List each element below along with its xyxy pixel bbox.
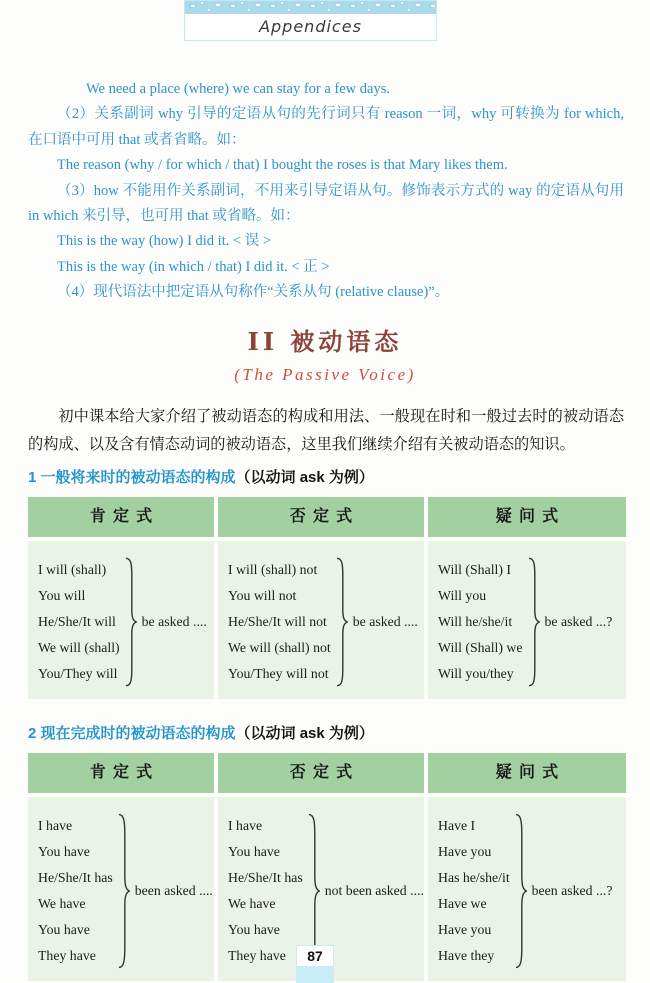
section-number: 2 — [28, 724, 37, 742]
table-row: Have we — [438, 895, 487, 911]
section-note: （以动词 ask 为例） — [235, 724, 374, 742]
section-note: （以动词 ask 为例） — [235, 468, 374, 486]
note-paragraph: （3）how 不能用作关系副词，不用来引导定语从句。修饰表示方式的 way 的定语从句用 in which 来引导，也可用 that 或省略。如： — [28, 182, 624, 225]
section-number: 1 — [28, 468, 37, 486]
banner-title: Appendices — [259, 17, 362, 36]
table-row: You/They will — [38, 665, 118, 681]
table-row: They have — [38, 947, 96, 963]
column-header-negative: 否定式 — [218, 497, 424, 537]
table-row: You/They will not — [228, 665, 329, 681]
pronoun-list — [228, 813, 303, 969]
table-row: Will (Shall) I — [438, 561, 512, 577]
table-row: You have — [228, 843, 280, 859]
note-paragraph: （4）现代语法中把定语从句称作“关系从句 (relative clause)”。 — [57, 284, 450, 301]
relative-clause-notes — [28, 77, 624, 306]
table-row: Has he/she/it — [438, 869, 510, 885]
grouping-brace-icon — [527, 557, 540, 687]
table-row: He/She/It has — [38, 869, 113, 885]
column-header-negative: 否定式 — [218, 753, 424, 793]
table-row: We will (shall) — [38, 639, 120, 655]
verb-phrase: been asked ...? — [531, 882, 613, 898]
pronoun-list — [228, 557, 331, 687]
table-row: Will (Shall) we — [438, 639, 523, 655]
table-header-row — [28, 497, 626, 537]
section-title: 现在完成时的被动语态的构成 — [40, 724, 236, 742]
negative-cell — [218, 541, 424, 699]
table-row: Will he/she/it — [438, 613, 513, 629]
verb-phrase: be asked .... — [141, 613, 207, 629]
section-1-heading — [28, 467, 624, 489]
table-row: You will not — [228, 587, 297, 603]
table-row: He/She/It has — [228, 869, 303, 885]
table-row: He/She/It will not — [228, 613, 327, 629]
table-row: Have you — [438, 843, 492, 859]
intro-paragraph: 初中课本给大家介绍了被动语态的构成和用法、一般现在时和一般过去时的被动语态的构成、以及含有情态动词的被动语态，这里我们继续介绍有关被动语态的知识。 — [28, 407, 624, 453]
section-title: 一般将来时的被动语态的构成 — [40, 468, 236, 486]
verb-phrase: not been asked .... — [324, 882, 424, 898]
pronoun-list — [438, 557, 523, 687]
table-row: You will — [38, 587, 86, 603]
interrogative-cell — [428, 541, 626, 699]
verb-phrase: be asked ...? — [544, 613, 613, 629]
table-row: We have — [228, 895, 276, 911]
table-header-row — [28, 753, 626, 793]
future-passive-table — [28, 497, 626, 699]
table-row: We have — [38, 895, 86, 911]
grouping-brace-icon — [124, 557, 137, 687]
affirmative-cell — [28, 797, 214, 981]
pronoun-list — [38, 557, 120, 687]
table-row: I have — [228, 817, 263, 833]
verb-phrase: been asked .... — [134, 882, 213, 898]
table-row: They have — [228, 947, 286, 963]
appendices-banner — [184, 0, 437, 41]
column-header-affirmative: 肯定式 — [28, 497, 214, 537]
table-row: Have they — [438, 947, 495, 963]
table-row: We will (shall) not — [228, 639, 331, 655]
verb-phrase: be asked .... — [352, 613, 418, 629]
table-row: I have — [38, 817, 73, 833]
water-droplets-image — [185, 1, 436, 14]
table-row: I will (shall) — [38, 561, 107, 577]
chapter-subtitle: (The Passive Voice) — [234, 364, 416, 384]
example-sentence: We need a place (where) we can stay for a few days. — [86, 81, 390, 97]
table-body-row — [28, 541, 626, 699]
pronoun-list — [438, 813, 510, 969]
interrogative-cell — [428, 797, 626, 981]
column-header-interrogative: 疑问式 — [428, 497, 626, 537]
table-row: Will you — [438, 587, 487, 603]
section-2-heading — [28, 723, 624, 745]
table-row: You have — [228, 921, 280, 937]
table-row: You have — [38, 921, 90, 937]
table-row: Have you — [438, 921, 492, 937]
grouping-brace-icon — [335, 557, 348, 687]
grouping-brace-icon — [117, 813, 130, 969]
page-number-box — [296, 945, 334, 983]
table-row: I will (shall) not — [228, 561, 318, 577]
affirmative-cell — [28, 541, 214, 699]
chapter-title: II 被动语态 — [247, 326, 403, 356]
pronoun-list — [38, 813, 113, 969]
page-number: 87 — [307, 948, 323, 964]
note-paragraph: （2）关系副词 why 引导的定语从句的先行词只有 reason 一词，why 可转换为 for which, 在口语中可用 that 或者省略。如： — [28, 106, 624, 148]
example-sentence: The reason (why / for which / that) I bought the roses is that Mary likes them. — [57, 157, 508, 174]
table-row: He/She/It will — [38, 613, 116, 629]
example-sentence: This is the way (in which / that) I did it. < 正 > — [57, 258, 330, 275]
table-row: You have — [38, 843, 90, 859]
column-header-affirmative: 肯定式 — [28, 753, 214, 793]
page-number-decoration — [297, 966, 333, 983]
example-sentence: This is the way (how) I did it. < 误 > — [57, 233, 272, 250]
column-header-interrogative: 疑问式 — [428, 753, 626, 793]
table-row: Will you/they — [438, 665, 514, 681]
table-row: Have I — [438, 817, 476, 833]
grouping-brace-icon — [514, 813, 527, 969]
